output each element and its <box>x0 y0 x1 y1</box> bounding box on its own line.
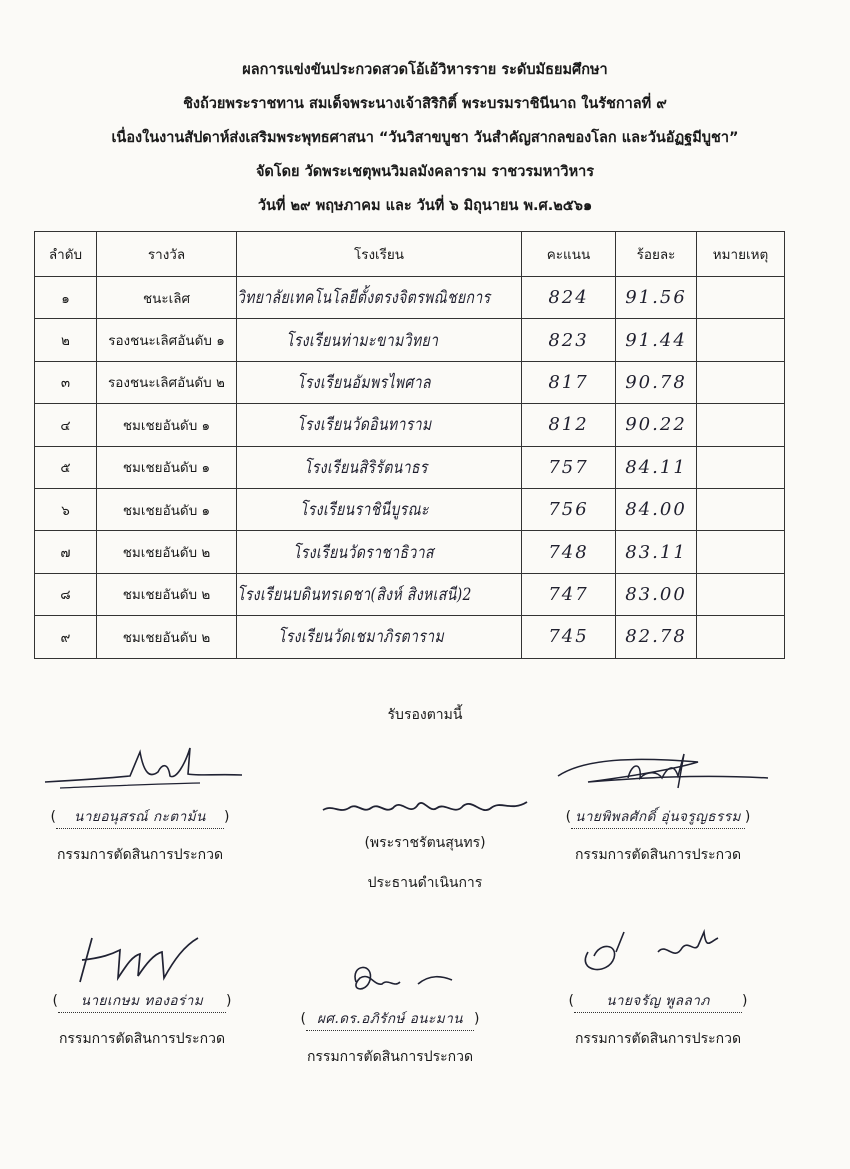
handwritten-score: 812 <box>548 414 589 436</box>
cell-percent <box>616 319 697 361</box>
col-header-note: หมายเหตุ <box>697 232 785 277</box>
table-row <box>35 446 785 488</box>
handwritten-school: โรงเรียนอัมพรไพศาล <box>297 372 432 393</box>
table-row <box>35 361 785 403</box>
cell-award: ชมเชยอันดับ ๒ <box>97 531 237 573</box>
cell-school <box>237 573 522 615</box>
cell-award: รองชนะเลิศอันดับ ๒ <box>97 361 237 403</box>
table-row <box>35 404 785 446</box>
header-occasion: เนื่องในงานสัปดาห์ส่งเสริมพระพุทธศาสนา “วันวิสาขบูชา วันสำคัญสากลของโลก และวันอัฏฐมีบูชา” <box>111 130 739 146</box>
table-row <box>35 277 785 319</box>
col-header-percent: ร้อยละ <box>616 232 697 277</box>
cell-school <box>237 404 522 446</box>
cell-order: ๙ <box>35 616 97 658</box>
handwritten-percent: 83.00 <box>625 583 687 605</box>
handwritten-percent: 91.56 <box>625 287 687 309</box>
cell-note <box>697 404 785 446</box>
signature-4-name: ( นายเกษม ทองอร่าม ) <box>12 990 272 1012</box>
handwritten-percent: 90.22 <box>625 414 687 436</box>
cell-award: ชมเชยอันดับ ๒ <box>97 616 237 658</box>
cell-note <box>697 277 785 319</box>
signature-1-mark <box>20 734 260 806</box>
results-table <box>34 231 785 659</box>
signature-4-mark <box>22 930 262 990</box>
signature-5-name: ( ผศ.ดร.อภิรักษ์ อนะมาน ) <box>260 1008 520 1030</box>
handwritten-score: 757 <box>548 456 589 478</box>
cell-award: ชมเชยอันดับ ๑ <box>97 404 237 446</box>
table-row <box>35 319 785 361</box>
signature-6-role: กรรมการตัดสินการประกวด <box>574 1031 742 1047</box>
cell-school <box>237 446 522 488</box>
handwritten-school: โรงเรียนบดินทรเดชา(สิงห์ สิงหเสนี)2 <box>237 584 472 605</box>
handwritten-score: 824 <box>548 287 589 309</box>
table-row <box>35 616 785 658</box>
cell-order: ๒ <box>35 319 97 361</box>
cell-note <box>697 488 785 530</box>
signature-6-name: ( นายจรัญ พูลลาภ ) <box>528 990 788 1012</box>
cell-note <box>697 361 785 403</box>
cell-score <box>522 531 616 573</box>
handwritten-score: 817 <box>548 371 589 393</box>
signature-2-role: ประธานดำเนินการ <box>367 875 483 891</box>
handwritten-school: โรงเรียนราชินีบูรณะ <box>300 500 430 521</box>
cell-order: ๑ <box>35 277 97 319</box>
cell-award: ชมเชยอันดับ ๒ <box>97 573 237 615</box>
cell-score <box>522 573 616 615</box>
cell-school <box>237 616 522 658</box>
document-header <box>0 58 850 228</box>
table-row <box>35 488 785 530</box>
handwritten-percent: 82.78 <box>625 626 687 648</box>
cell-award: ชมเชยอันดับ ๑ <box>97 446 237 488</box>
cell-school <box>237 361 522 403</box>
cell-order: ๕ <box>35 446 97 488</box>
signature-3-role: กรรมการตัดสินการประกวด <box>574 847 742 863</box>
cell-note <box>697 319 785 361</box>
cell-note <box>697 616 785 658</box>
handwritten-school: โรงเรียนวัดเชมาภิรตาราม <box>277 627 444 648</box>
cell-order: ๗ <box>35 531 97 573</box>
handwritten-school: โรงเรียนวัดราชาธิวาส <box>293 542 434 563</box>
cell-percent <box>616 488 697 530</box>
col-header-award: รางวัล <box>97 232 237 277</box>
cell-percent <box>616 531 697 573</box>
cell-percent <box>616 277 697 319</box>
signature-block-4 <box>12 930 272 1050</box>
cell-order: ๓ <box>35 361 97 403</box>
cell-award: ชมเชยอันดับ ๑ <box>97 488 237 530</box>
handwritten-school: โรงเรียนท่ามะขามวิทยา <box>286 330 439 351</box>
handwritten-score: 745 <box>548 626 589 648</box>
cell-order: ๔ <box>35 404 97 446</box>
handwritten-school: โรงเรียนสิริรัตนาธร <box>303 457 428 478</box>
cell-order: ๘ <box>35 573 97 615</box>
handwritten-percent: 83.11 <box>625 541 687 563</box>
cell-school <box>237 277 522 319</box>
header-dates: วันที่ ๒๙ พฤษภาคม และ วันที่ ๖ มิถุนายน พ.ศ.๒๕๖๑ <box>257 198 593 214</box>
cell-note <box>697 446 785 488</box>
signature-2-name: (พระราชรัตนสุนทร) <box>364 835 486 851</box>
signature-block-1 <box>10 734 270 866</box>
handwritten-school: วิทยาลัยเทคโนโลยีตั้งตรงจิตรพณิชยการ <box>237 288 491 309</box>
cell-score <box>522 319 616 361</box>
signature-block-6 <box>528 922 788 1050</box>
cell-note <box>697 573 785 615</box>
certification-text: รับรองตามนี้ <box>387 707 463 723</box>
signature-2-mark <box>305 780 545 832</box>
cell-score <box>522 488 616 530</box>
handwritten-score: 748 <box>548 541 589 563</box>
cell-percent <box>616 616 697 658</box>
cell-percent <box>616 404 697 446</box>
cell-score <box>522 616 616 658</box>
handwritten-percent: 84.00 <box>625 499 687 521</box>
handwritten-percent: 90.78 <box>625 371 687 393</box>
table-row <box>35 531 785 573</box>
signature-5-mark <box>270 958 510 1008</box>
signature-block-5 <box>260 958 520 1068</box>
handwritten-score: 756 <box>548 499 589 521</box>
cell-note <box>697 531 785 573</box>
header-trophy: ชิงถ้วยพระราชทาน สมเด็จพระนางเจ้าสิริกิติ์ พระบรมราชินีนาถ ในรัชกาลที่ ๙ <box>183 96 667 112</box>
cell-school <box>237 488 522 530</box>
signature-1-role: กรรมการตัดสินการประกวด <box>56 847 224 863</box>
cell-percent <box>616 573 697 615</box>
signature-1-name: ( นายอนุสรณ์ กะตาม้น ) <box>10 806 270 828</box>
handwritten-percent: 84.11 <box>625 456 687 478</box>
handwritten-score: 747 <box>548 583 589 605</box>
signature-4-role: กรรมการตัดสินการประกวด <box>58 1031 226 1047</box>
cell-award: รองชนะเลิศอันดับ ๑ <box>97 319 237 361</box>
cell-school <box>237 531 522 573</box>
col-header-order: ลำดับ <box>35 232 97 277</box>
table-header-row <box>35 232 785 277</box>
handwritten-percent: 91.44 <box>625 329 687 351</box>
cell-score <box>522 446 616 488</box>
signature-6-mark <box>528 922 788 990</box>
signature-block-2 <box>295 780 555 894</box>
cell-percent <box>616 361 697 403</box>
cell-order: ๖ <box>35 488 97 530</box>
signature-block-3 <box>528 748 788 866</box>
cell-score <box>522 361 616 403</box>
header-organizer: จัดโดย วัดพระเชตุพนวิมลมังคลาราม ราชวรมหาวิหาร <box>255 164 595 180</box>
cell-score <box>522 404 616 446</box>
signature-3-mark <box>528 748 788 806</box>
handwritten-school: โรงเรียนวัดอินทาราม <box>296 415 432 436</box>
cell-school <box>237 319 522 361</box>
header-title: ผลการแข่งขันประกวดสวดโอ้เอ้วิหารราย ระดับมัธยมศึกษา <box>242 62 608 78</box>
handwritten-score: 823 <box>548 329 589 351</box>
cell-award: ชนะเลิศ <box>97 277 237 319</box>
signature-3-name: ( นายพิพลศักดิ์ อุ่นจรูญธรรม ) <box>528 806 788 828</box>
signature-5-role: กรรมการตัดสินการประกวด <box>306 1049 474 1065</box>
cell-score <box>522 277 616 319</box>
cell-percent <box>616 446 697 488</box>
table-row <box>35 573 785 615</box>
col-header-school: โรงเรียน <box>237 232 522 277</box>
col-header-score: คะแนน <box>522 232 616 277</box>
